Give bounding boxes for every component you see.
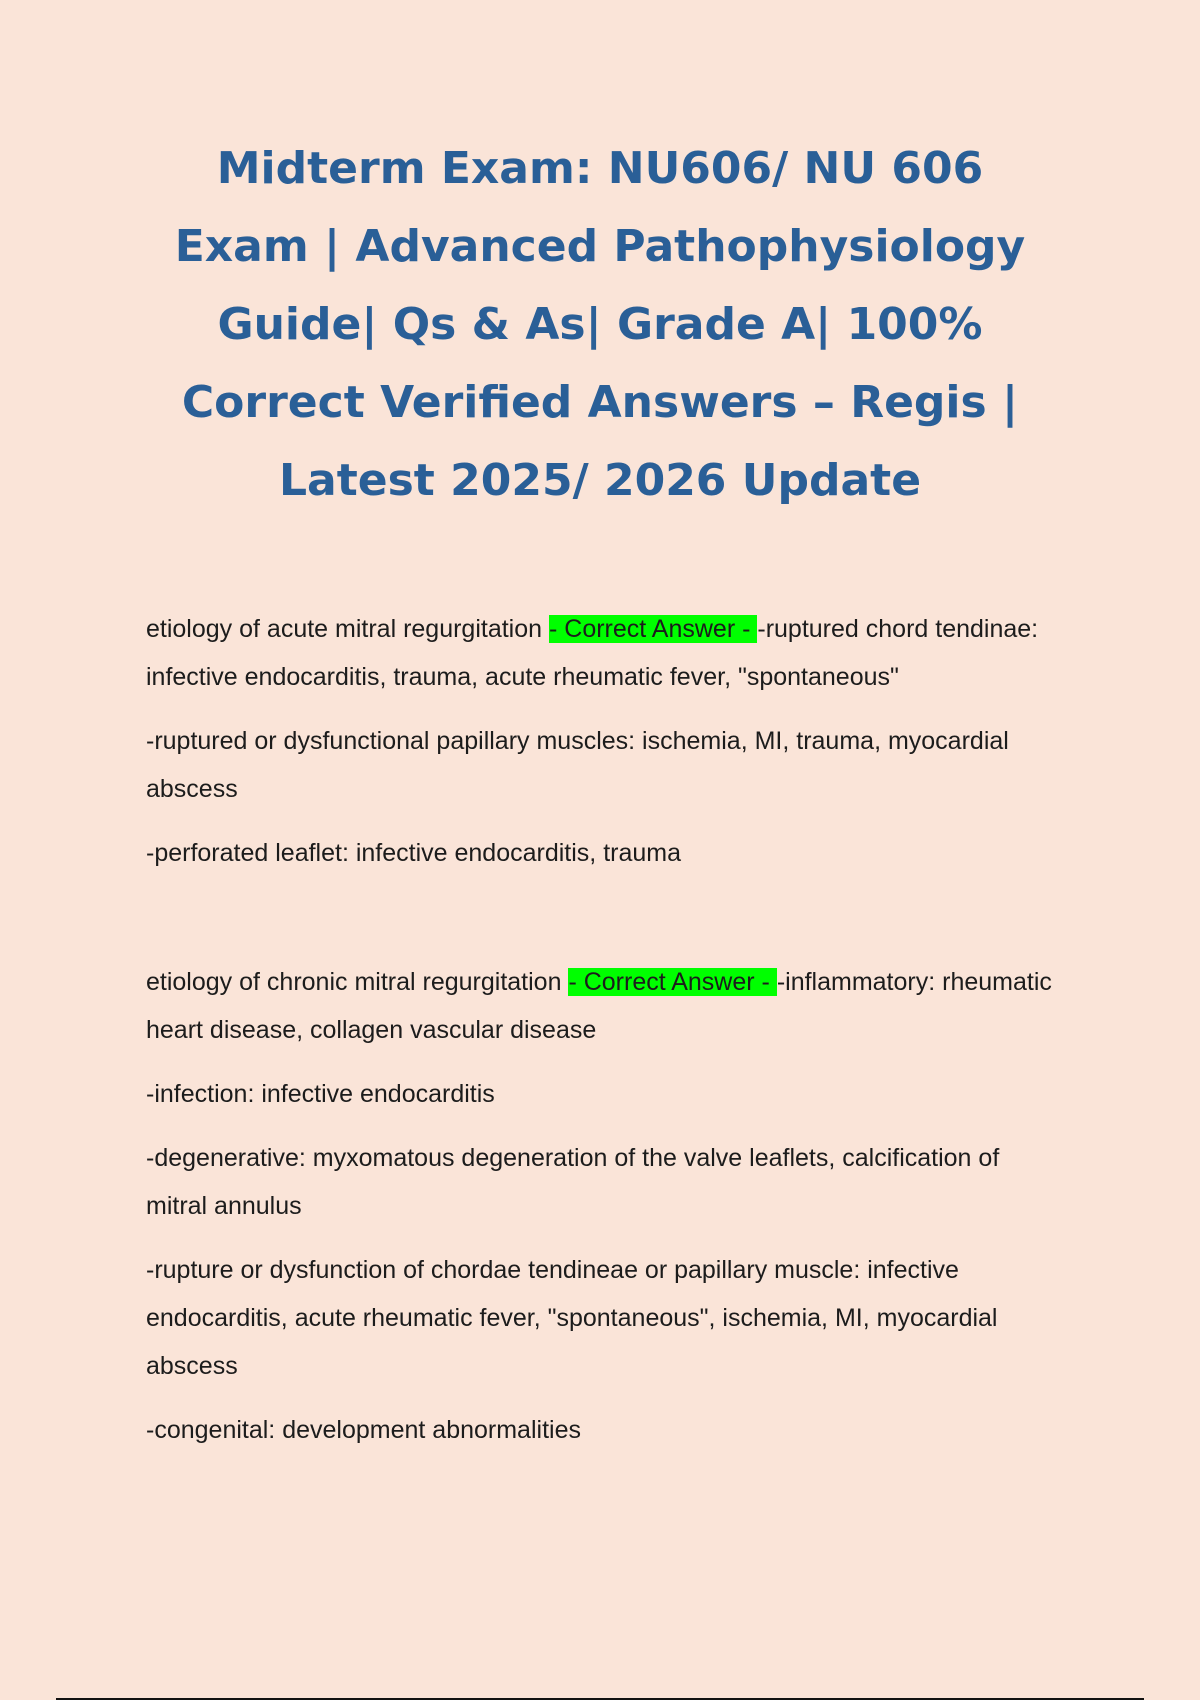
answer-line: -infection: infective endocarditis bbox=[146, 1080, 495, 1108]
qa-first-paragraph bbox=[146, 605, 1066, 701]
title-line-3: Guide| Qs & As| Grade A| 100% bbox=[217, 299, 983, 350]
answer-text: -inflammatory: rheumatic heart disease, collagen vascular disease bbox=[146, 968, 1052, 1044]
answer-text: -ruptured chord tendinae: infective endocarditis, trauma, acute rheumatic fever, "spontaneous" bbox=[146, 615, 1039, 691]
correct-answer-marker: - Correct Answer - bbox=[549, 615, 758, 643]
answer-line: -congenital: development abnormalities bbox=[146, 1416, 581, 1444]
block-spacer bbox=[146, 893, 1066, 958]
qa-block-chronic-mitral-regurgitation bbox=[146, 958, 1066, 1454]
answer-line: -rupture or dysfunction of chordae tendineae or papillary muscle: infective endocarditis, acute rheumatic fever, "spontaneous", ischemia, MI, myocardial abscess bbox=[146, 1256, 998, 1380]
question-text: etiology of chronic mitral regurgitation bbox=[146, 968, 569, 996]
answer-line: -ruptured or dysfunctional papillary muscles: ischemia, MI, trauma, myocardial abscess bbox=[146, 727, 1009, 803]
title-line-5: Latest 2025/ 2026 Update bbox=[278, 455, 922, 506]
qa-block-acute-mitral-regurgitation bbox=[146, 605, 1066, 877]
answer-line: -degenerative: myxomatous degeneration of the valve leaflets, calcification of mitral annulus bbox=[146, 1144, 1000, 1220]
qa-content bbox=[146, 605, 1066, 1470]
question-text: etiology of acute mitral regurgitation bbox=[146, 615, 549, 643]
qa-first-paragraph bbox=[146, 958, 1066, 1054]
document-title bbox=[120, 130, 1080, 520]
title-line-1: Midterm Exam: NU606/ NU 606 bbox=[216, 143, 984, 194]
title-line-2: Exam | Advanced Pathophysiology bbox=[174, 221, 1026, 272]
title-line-4: Correct Verified Answers – Regis | bbox=[181, 377, 1019, 428]
correct-answer-marker: - Correct Answer - bbox=[568, 968, 777, 996]
answer-line: -perforated leaflet: infective endocarditis, trauma bbox=[146, 839, 681, 867]
